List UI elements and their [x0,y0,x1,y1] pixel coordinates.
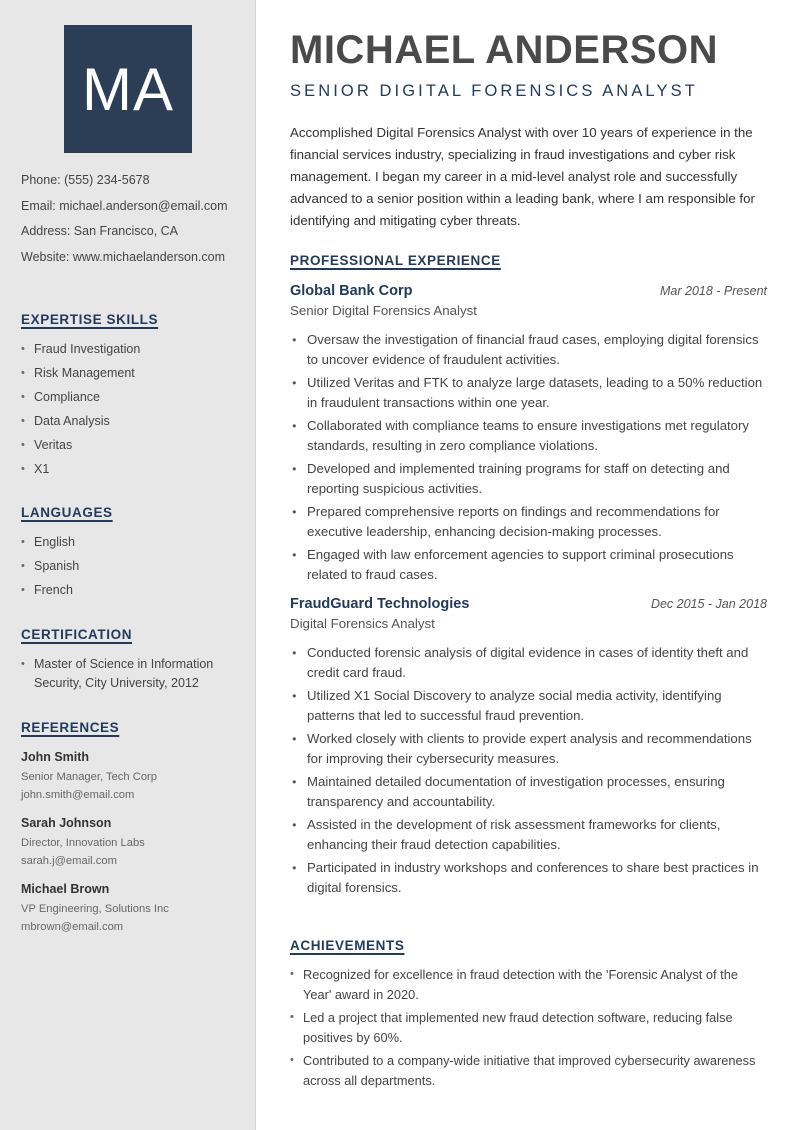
certification-heading: CERTIFICATION [21,627,133,642]
skill-item: • X1 [21,460,241,479]
reference-name: John Smith [21,750,90,764]
reference-entry [21,880,241,936]
skill-item: • Fraud Investigation [21,340,241,359]
job-bullet: ● Engaged with law enforcement agencies to support criminal prosecutions related to fraud cases. [290,545,767,584]
job-role: Digital Forensics Analyst [290,616,435,631]
contact-phone: Phone: (555) 234-5678 [21,173,150,187]
summary-paragraph: Accomplished Digital Forensics Analyst with over 10 years of experience in the financial services industry, specializing in fraud investigations and cyber risk management. I began my career in a mid-level analyst role and successfully advanced to a senior position within a leading bank, where I am responsible for identifying and mitigating cyber threats. [290,125,755,228]
skills-heading: EXPERTISE SKILLS [21,312,159,327]
references-section [21,720,241,946]
job-entry [290,283,770,584]
reference-name: Sarah Johnson [21,816,112,830]
contact-address: Address: San Francisco, CA [21,224,179,238]
job-role: Senior Digital Forensics Analyst [290,303,477,318]
job-bullet: ● Developed and implemented training programs for staff on detecting and reporting suspicious activities. [290,459,767,498]
language-item: • French [21,581,241,600]
job-bullets [290,643,770,897]
skill-item: • Risk Management [21,364,241,383]
job-header [290,283,767,299]
reference-entry [21,748,241,804]
certification-section [21,627,241,698]
job-company: Global Bank Corp [290,283,413,299]
job-bullet: ● Conducted forensic analysis of digital evidence in cases of identity theft and credit card fraud. [290,643,767,682]
person-title: SENIOR DIGITAL FORENSICS ANALYST [290,82,698,100]
job-bullets [290,330,770,584]
experience-section [290,253,770,901]
contact-website: Website: www.michaelanderson.com [21,249,226,264]
languages-section [21,505,241,605]
job-entry [290,596,770,897]
sidebar [0,0,256,1130]
monogram-badge: MA [64,25,192,153]
achievements-heading: ACHIEVEMENTS [290,938,405,953]
certification-item: • Master of Science in Information Security, City University, 2012 [21,655,241,693]
achievement-item: • Contributed to a company-wide initiative that improved cybersecurity awareness across all departments. [290,1051,767,1090]
reference-email: mbrown@email.com [21,921,124,933]
experience-heading: PROFESSIONAL EXPERIENCE [290,253,501,268]
skills-section [21,312,241,484]
contact-email: Email: michael.anderson@email.com [21,198,228,213]
languages-list [21,533,241,600]
languages-heading: LANGUAGES [21,505,113,520]
job-dates: Dec 2015 - Jan 2018 [650,597,767,611]
job-company: FraudGuard Technologies [290,596,470,612]
references-heading: REFERENCES [21,720,120,735]
reference-position: Director, Innovation Labs [21,837,145,849]
achievements-section [290,938,770,1094]
job-dates: Mar 2018 - Present [660,284,767,298]
reference-email: sarah.j@email.com [21,855,117,867]
achievement-item: • Recognized for excellence in fraud detection with the 'Forensic Analyst of the Year' award in 2020. [290,965,767,1004]
job-bullet: ● Prepared comprehensive reports on findings and recommendations for executive leadership, enhancing decision-making processes. [290,502,767,541]
job-bullet: ● Participated in industry workshops and conferences to share best practices in digital forensics. [290,858,767,897]
reference-email: john.smith@email.com [21,789,135,801]
certification-list [21,655,241,693]
job-bullet: ● Utilized X1 Social Discovery to analyze social media activity, identifying patterns that led to successful fraud prevention. [290,686,767,725]
achievement-item: • Led a project that implemented new fraud detection software, reducing false positives by 60%. [290,1008,767,1047]
achievements-list [290,965,770,1090]
job-bullet: ● Maintained detailed documentation of investigation processes, ensuring transparency and accountability. [290,772,767,811]
job-header [290,596,767,612]
language-item: • Spanish [21,557,241,576]
reference-position: Senior Manager, Tech Corp [21,771,157,783]
skill-item: • Compliance [21,388,241,407]
skill-item: • Data Analysis [21,412,241,431]
job-bullet: ● Worked closely with clients to provide expert analysis and recommendations for improving their cybersecurity measures. [290,729,767,768]
job-bullet: ● Utilized Veritas and FTK to analyze large datasets, leading to a 50% reduction in fraudulent transactions within one year. [290,373,767,412]
job-bullet: ● Assisted in the development of risk assessment frameworks for clients, enhancing their fraud detection capabilities. [290,815,767,854]
reference-entry [21,814,241,870]
job-bullet: ● Oversaw the investigation of financial fraud cases, employing digital forensics to uncover evidence of fraudulent activities. [290,330,767,369]
person-name: MICHAEL ANDERSON [290,28,719,72]
contact-info [21,170,251,272]
reference-name: Michael Brown [21,882,110,896]
language-item: • English [21,533,241,552]
job-bullet: ● Collaborated with compliance teams to ensure investigations met regulatory standards, resulting in zero compliance violations. [290,416,767,455]
reference-position: VP Engineering, Solutions Inc [21,903,169,915]
skill-item: • Veritas [21,436,241,455]
skills-list [21,340,241,479]
